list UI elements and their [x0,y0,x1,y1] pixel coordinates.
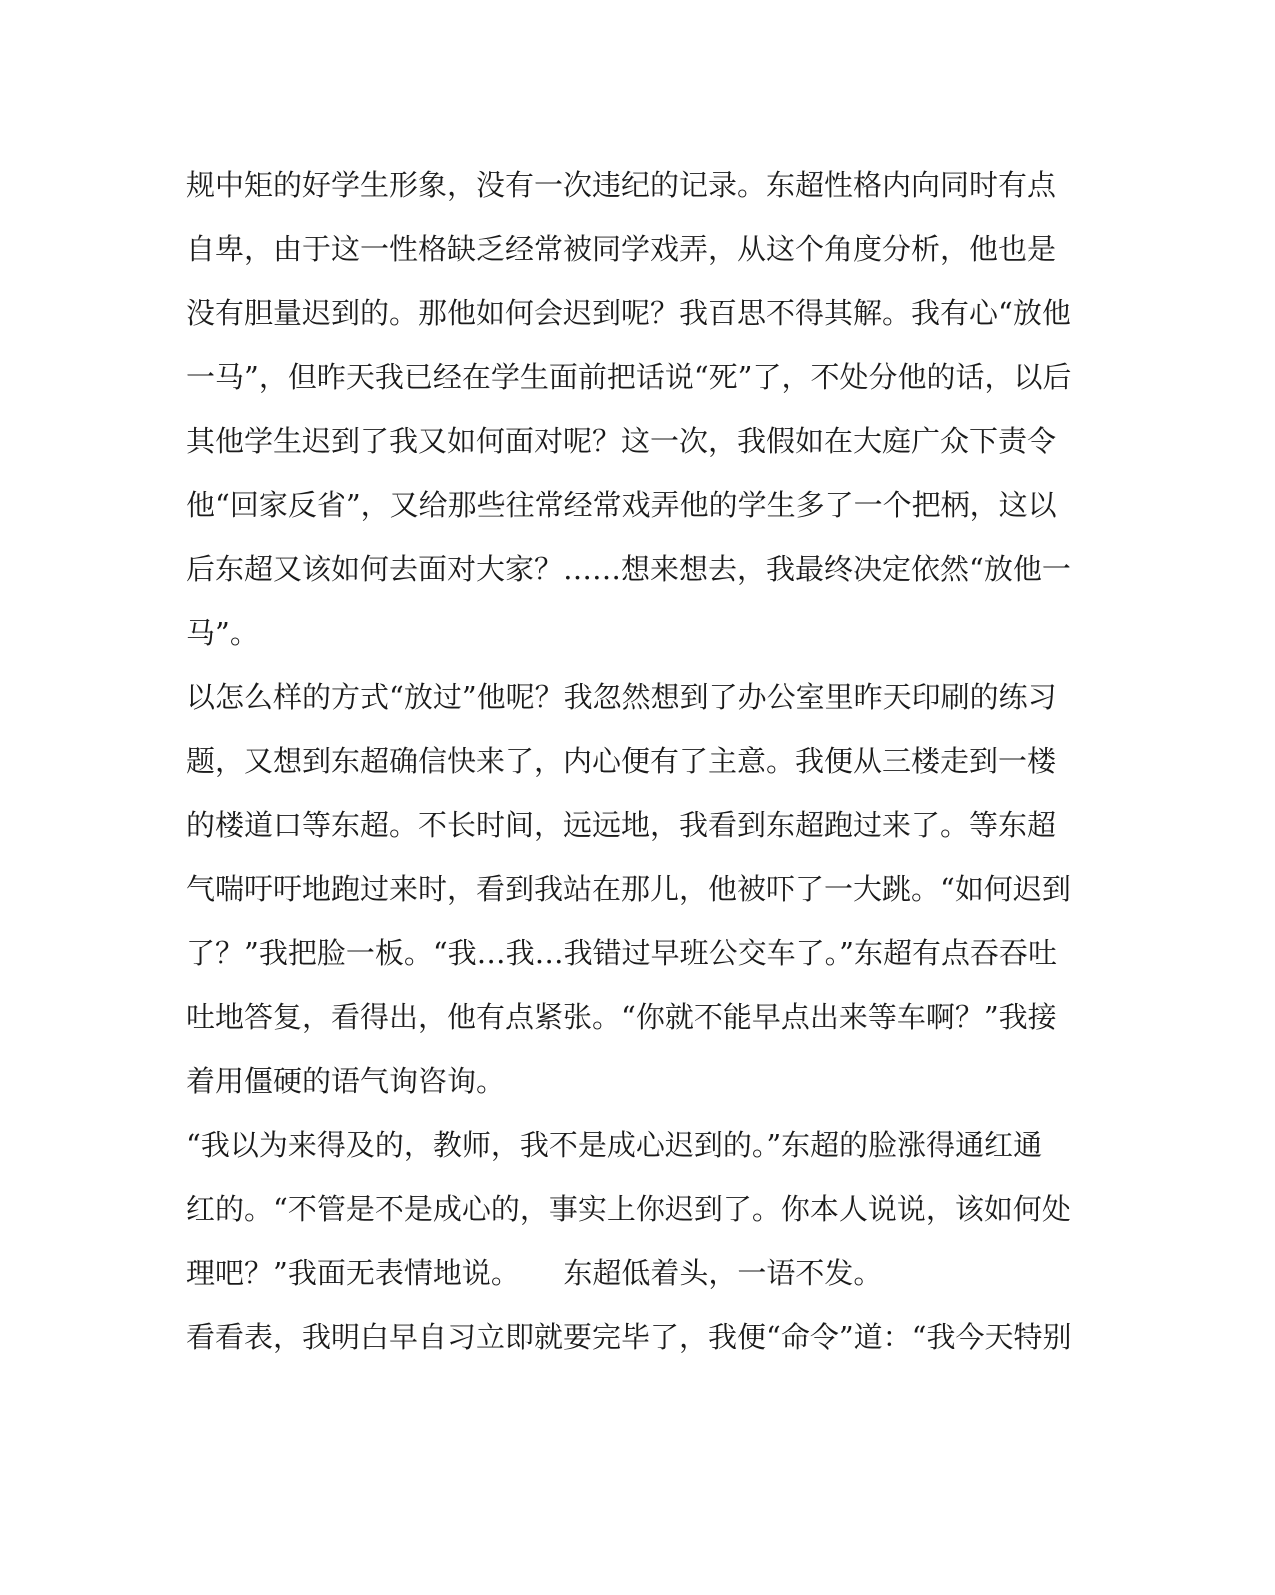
text-line: 没有胆量迟到的。那他如何会迟到呢？我百思不得其解。我有心“放他 [186,296,1071,330]
text-line: 马”。 [186,616,259,650]
text-line: 着用僵硬的语气询咨询。 [186,1064,506,1098]
text-line: 其他学生迟到了我又如何面对呢？这一次，我假如在大庭广众下责令 [186,424,1057,458]
text-line: 自卑，由于这一性格缺乏经常被同学戏弄，从这个角度分析，他也是 [186,232,1057,266]
text-line: 理吧？”我面无表情地说。 东超低着头，一语不发。 [186,1256,883,1290]
text-line: 了？”我把脸一板。“我…我…我错过早班公交车了。”东超有点吞吞吐 [186,936,1057,970]
text-line: 规中矩的好学生形象，没有一次违纪的记录。东超性格内向同时有点 [186,168,1057,202]
text-line: “我以为来得及的，教师，我不是成心迟到的。”东超的脸涨得通红通 [186,1128,1043,1162]
text-line: 他“回家反省”，又给那些往常经常戏弄他的学生多了一个把柄，这以 [186,488,1057,522]
text-line: 气喘吁吁地跑过来时，看到我站在那儿，他被吓了一大跳。“如何迟到 [186,872,1071,906]
text-line: 吐地答复，看得出，他有点紧张。“你就不能早点出来等车啊？”我接 [186,1000,1057,1034]
text-line: 看看表，我明白早自习立即就要完毕了，我便“命令”道：“我今天特别 [186,1320,1072,1354]
text-line: 以怎么样的方式“放过”他呢？我忽然想到了办公室里昨天印刷的练习 [186,680,1057,714]
text-line: 后东超又该如何去面对大家？……想来想去，我最终决定依然“放他一 [186,552,1071,586]
text-line: 的楼道口等东超。不长时间，远远地，我看到东超跑过来了。等东超 [186,808,1057,842]
text-line: 一马”，但昨天我已经在学生面前把话说“死”了，不处分他的话，以后 [186,360,1072,394]
text-line: 红的。“不管是不是成心的，事实上你迟到了。你本人说说，该如何处 [186,1192,1071,1226]
text-line: 题，又想到东超确信快来了，内心便有了主意。我便从三楼走到一楼 [186,744,1057,778]
